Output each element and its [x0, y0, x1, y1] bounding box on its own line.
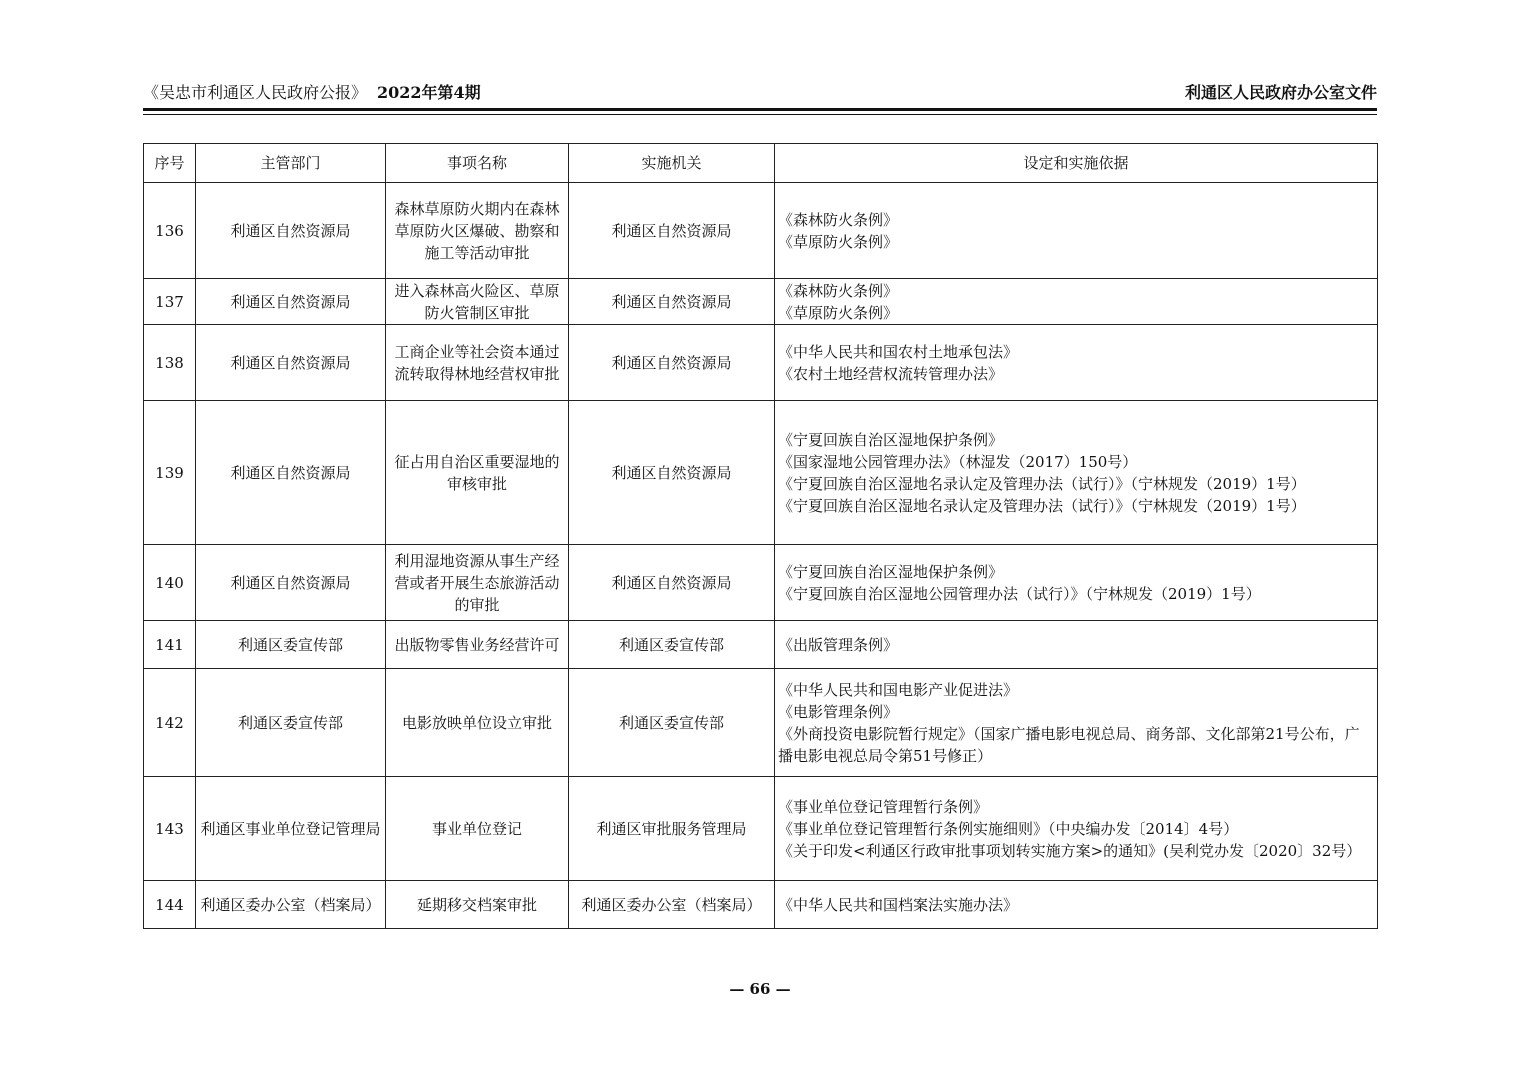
- col-header-basis: 设定和实施依据: [775, 144, 1378, 183]
- document-type: 利通区人民政府办公室文件: [1184, 83, 1377, 102]
- cell-dept: 利通区自然资源局: [196, 401, 386, 545]
- basis-line: 《中华人民共和国电影产业促进法》: [778, 680, 1019, 699]
- cell-no: 142: [144, 669, 196, 777]
- cell-item: 森林草原防火期内在森林草原防火区爆破、勘察和施工等活动审批: [386, 183, 569, 279]
- table-row: [144, 183, 1378, 279]
- col-header-item: 事项名称: [386, 144, 569, 183]
- basis-line: 《宁夏回族自治区湿地名录认定及管理办法（试行）》（宁林规发（2019）1号）: [778, 496, 1306, 515]
- table-header-row: [144, 144, 1378, 183]
- cell-dept: 利通区事业单位登记管理局: [196, 777, 386, 881]
- table-row: [144, 669, 1378, 777]
- cell-item: 进入森林高火险区、草原防火管制区审批: [386, 279, 569, 325]
- page-header: [143, 80, 1377, 104]
- basis-line: 《农村土地经营权流转管理办法》: [778, 364, 1004, 383]
- cell-dept: 利通区委宣传部: [196, 669, 386, 777]
- cell-item: 出版物零售业务经营许可: [386, 621, 569, 669]
- cell-item: 利用湿地资源从事生产经营或者开展生态旅游活动的审批: [386, 545, 569, 621]
- cell-basis: [775, 545, 1378, 621]
- cell-basis: [775, 881, 1378, 929]
- basis-line: 《宁夏回族自治区湿地名录认定及管理办法（试行）》（宁林规发（2019）1号）: [778, 474, 1306, 493]
- cell-org: 利通区委宣传部: [569, 621, 775, 669]
- table-row: [144, 279, 1378, 325]
- basis-line: 《电影管理条例》: [778, 702, 899, 721]
- cell-no: 143: [144, 777, 196, 881]
- basis-line: 《中华人民共和国档案法实施办法》: [778, 895, 1019, 914]
- basis-line: 《外商投资电影院暂行规定》（国家广播电影电视总局、商务部、文化部第21号公布，广播电影电视总局令第51号修正）: [778, 724, 1360, 765]
- basis-line: 《森林防火条例》: [778, 281, 899, 300]
- cell-org: 利通区委办公室（档案局）: [569, 881, 775, 929]
- cell-no: 140: [144, 545, 196, 621]
- basis-line: 《宁夏回族自治区湿地保护条例》: [778, 562, 1004, 581]
- cell-basis: [775, 401, 1378, 545]
- table-row: [144, 545, 1378, 621]
- header-rule-thin: [143, 114, 1377, 115]
- cell-no: 138: [144, 325, 196, 401]
- journal-name: 《吴忠市利通区人民政府公报》: [143, 83, 368, 102]
- cell-basis: [775, 183, 1378, 279]
- cell-item: 工商企业等社会资本通过流转取得林地经营权审批: [386, 325, 569, 401]
- page-number: — 66 —: [729, 980, 791, 998]
- cell-org: 利通区委宣传部: [569, 669, 775, 777]
- cell-no: 137: [144, 279, 196, 325]
- cell-item: 事业单位登记: [386, 777, 569, 881]
- basis-line: 《关于印发<利通区行政审批事项划转实施方案>的通知》(吴利党办发〔2020〕32号）: [778, 841, 1362, 860]
- basis-line: 《国家湿地公园管理办法》（林湿发（2017）150号）: [778, 452, 1138, 471]
- cell-basis: [775, 777, 1378, 881]
- cell-item: 电影放映单位设立审批: [386, 669, 569, 777]
- cell-no: 139: [144, 401, 196, 545]
- cell-org: 利通区自然资源局: [569, 325, 775, 401]
- col-header-dept: 主管部门: [196, 144, 386, 183]
- cell-item: 征占用自治区重要湿地的审核审批: [386, 401, 569, 545]
- table-row: [144, 401, 1378, 545]
- cell-org: 利通区自然资源局: [569, 545, 775, 621]
- cell-org: 利通区自然资源局: [569, 401, 775, 545]
- cell-org: 利通区自然资源局: [569, 183, 775, 279]
- table-row: [144, 777, 1378, 881]
- cell-dept: 利通区自然资源局: [196, 279, 386, 325]
- basis-line: 《宁夏回族自治区湿地公园管理办法（试行）》（宁林规发（2019）1号）: [778, 584, 1261, 603]
- cell-dept: 利通区自然资源局: [196, 325, 386, 401]
- cell-dept: 利通区委宣传部: [196, 621, 386, 669]
- cell-org: 利通区自然资源局: [569, 279, 775, 325]
- col-header-org: 实施机关: [569, 144, 775, 183]
- basis-line: 《事业单位登记管理暂行条例实施细则》（中央编办发〔2014〕4号）: [778, 819, 1239, 838]
- approval-items-table: [143, 143, 1378, 929]
- col-header-no: 序号: [144, 144, 196, 183]
- cell-dept: 利通区自然资源局: [196, 545, 386, 621]
- basis-line: 《草原防火条例》: [778, 303, 899, 322]
- cell-no: 144: [144, 881, 196, 929]
- table-row: [144, 621, 1378, 669]
- basis-line: 《事业单位登记管理暂行条例》: [778, 797, 989, 816]
- table-row: [144, 881, 1378, 929]
- cell-basis: [775, 669, 1378, 777]
- cell-basis: [775, 621, 1378, 669]
- cell-no: 136: [144, 183, 196, 279]
- basis-line: 《宁夏回族自治区湿地保护条例》: [778, 430, 1004, 449]
- header-rule-thick: [143, 108, 1377, 111]
- basis-line: 《草原防火条例》: [778, 232, 899, 251]
- cell-no: 141: [144, 621, 196, 669]
- basis-line: 《出版管理条例》: [778, 635, 899, 654]
- basis-line: 《中华人民共和国农村土地承包法》: [778, 342, 1019, 361]
- cell-dept: 利通区委办公室（档案局）: [196, 881, 386, 929]
- journal-title: [143, 80, 481, 103]
- table-row: [144, 325, 1378, 401]
- issue-label: 2022年第4期: [377, 83, 481, 102]
- basis-line: 《森林防火条例》: [778, 210, 899, 229]
- cell-basis: [775, 325, 1378, 401]
- cell-dept: 利通区自然资源局: [196, 183, 386, 279]
- table-body: [144, 183, 1378, 929]
- cell-basis: [775, 279, 1378, 325]
- cell-org: 利通区审批服务管理局: [569, 777, 775, 881]
- cell-item: 延期移交档案审批: [386, 881, 569, 929]
